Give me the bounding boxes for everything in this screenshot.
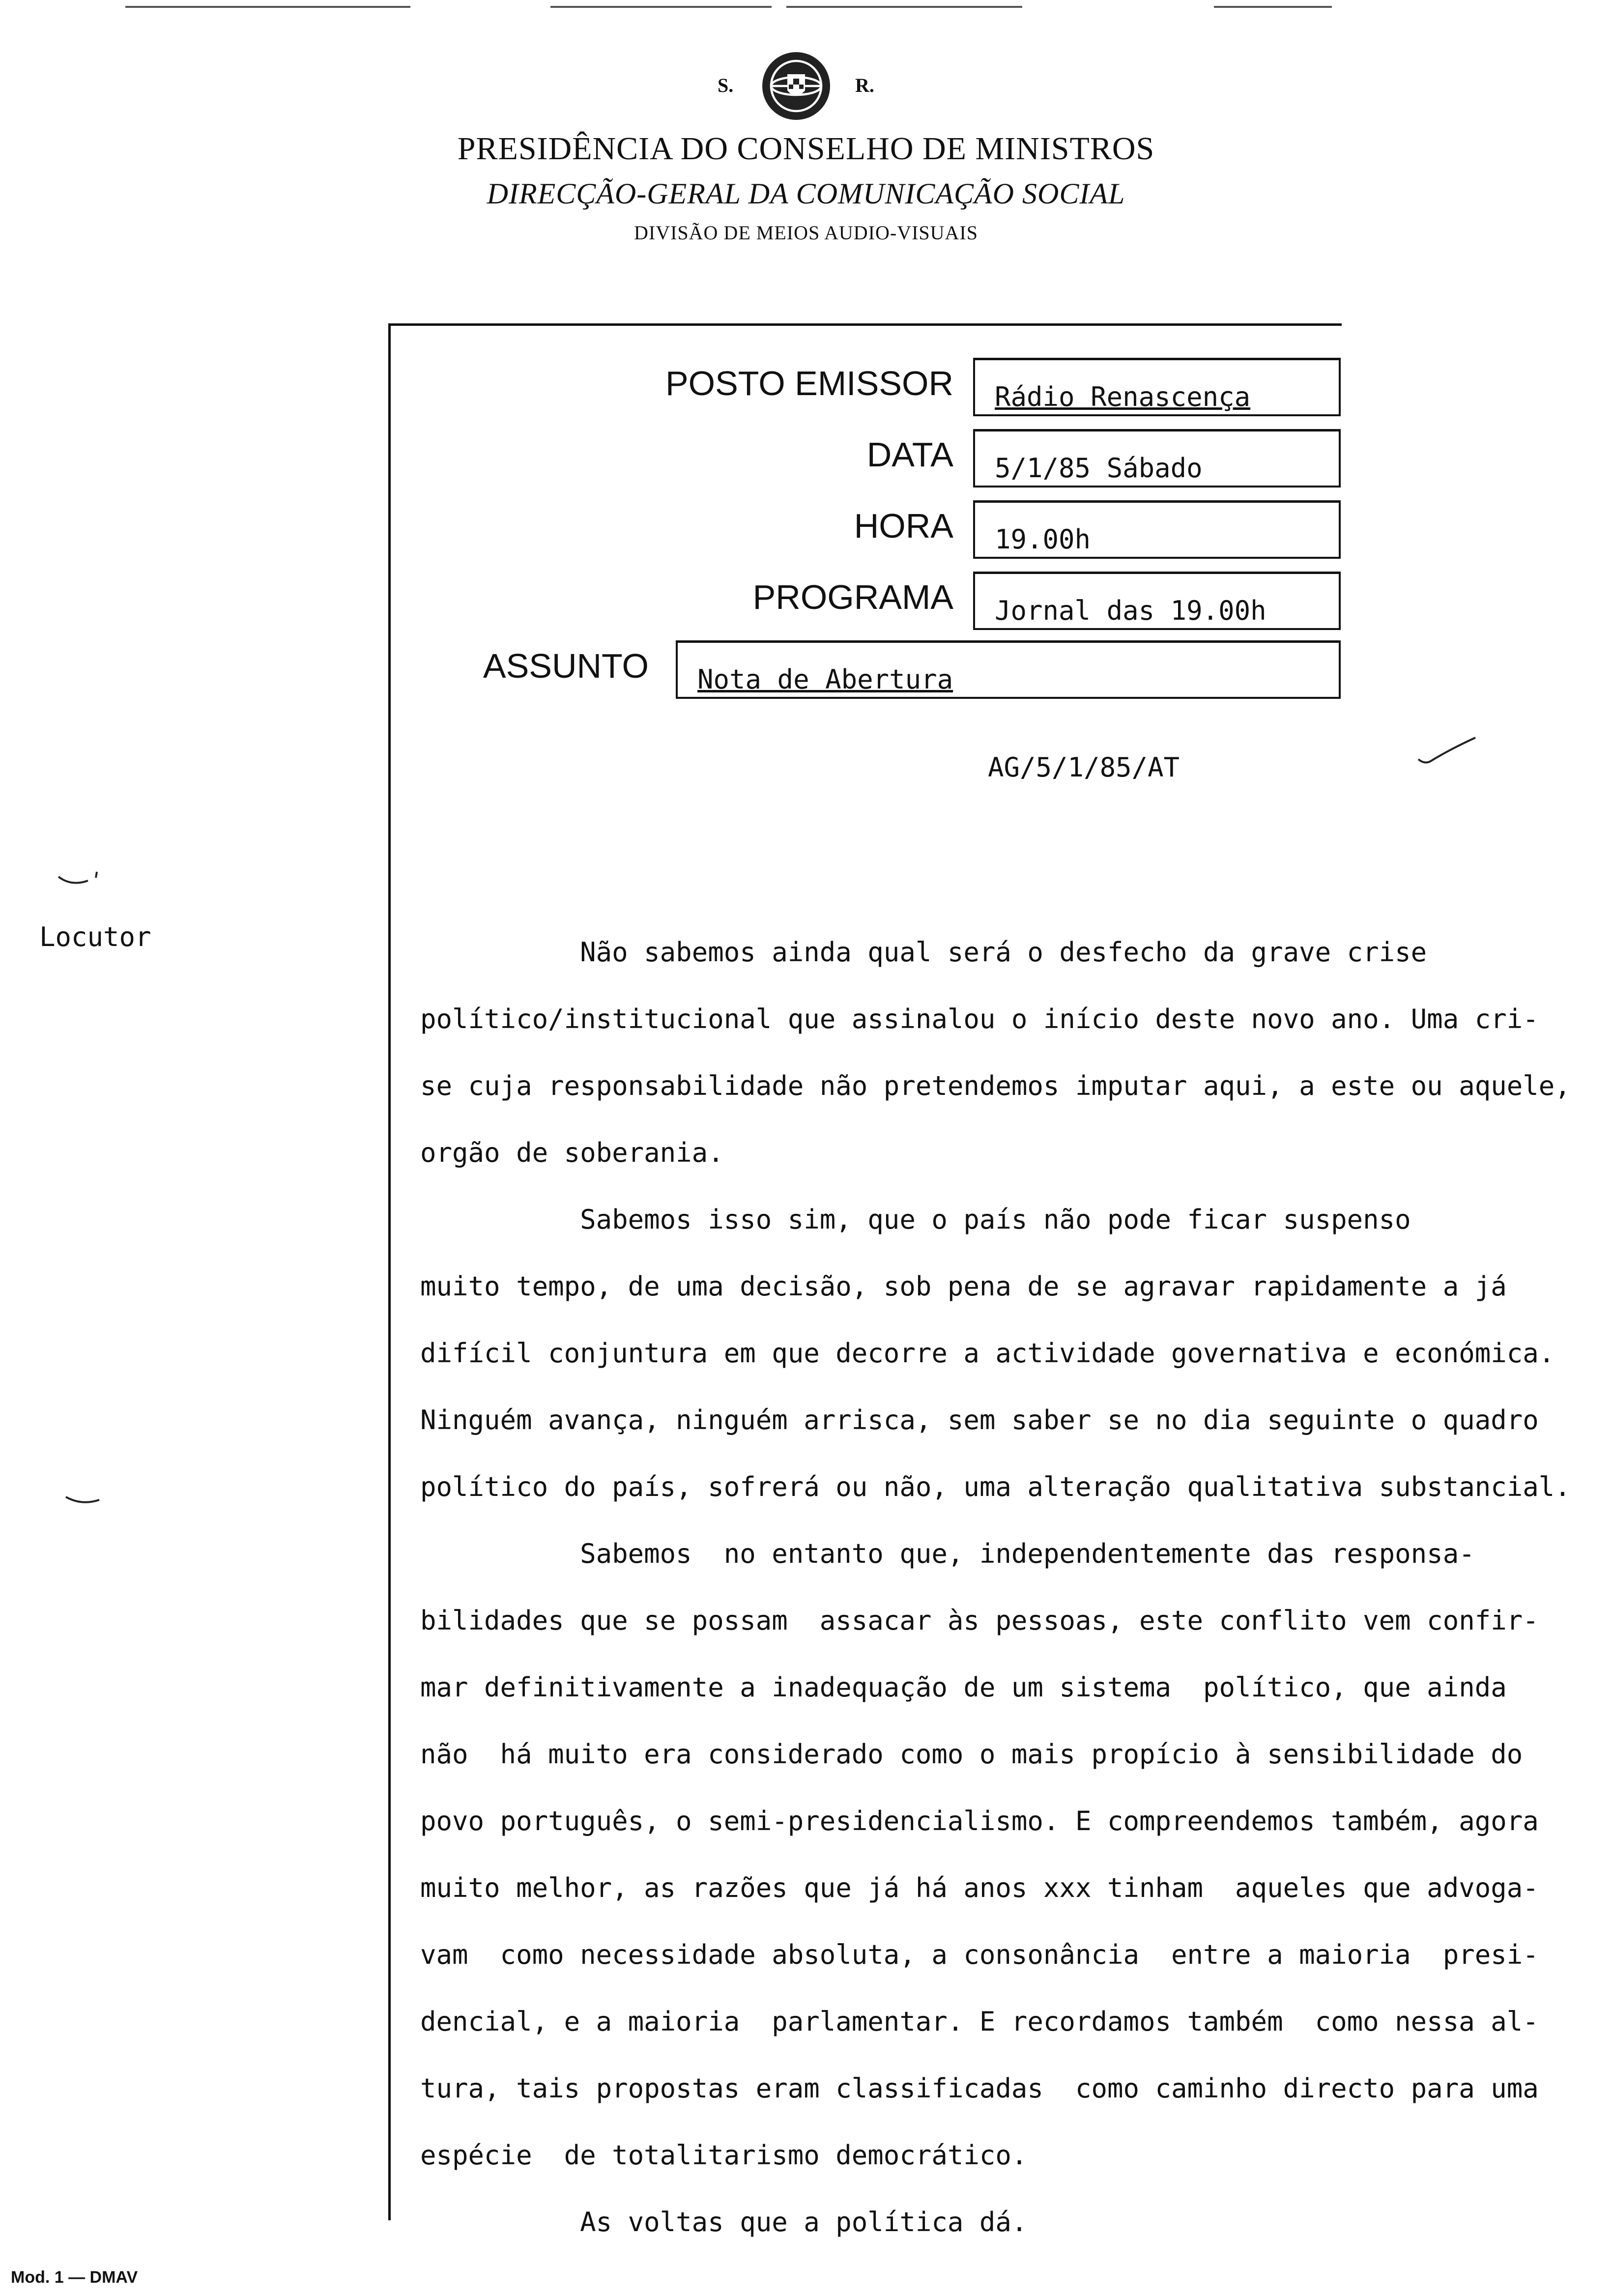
coat-of-arms-icon [759,49,833,123]
body-line: político/institucional que assinalou o início deste novo ano. Uma cri- [420,1004,1539,1034]
body-line: orgão de soberania. [420,1137,724,1168]
hora-value: 19.00h [995,524,1091,555]
checkmark-icon [1415,735,1479,769]
form-frame-left [388,323,391,2220]
hora-field [973,500,1341,559]
data-label: DATA [866,435,953,474]
data-value: 5/1/85 Sábado [995,453,1203,484]
body-line: Não sabemos ainda qual será o desfecho da grave crise [420,937,1427,968]
scan-edge-line [786,6,1022,8]
hora-label: HORA [854,507,953,545]
scan-edge-line [1214,6,1332,8]
body-line: bilidades que se possam assacar às pessoas, este conflito vem confir- [420,1605,1539,1636]
scan-edge-line [550,6,772,8]
programa-label: PROGRAMA [752,578,953,616]
body-line: muito melhor, as razões que já há anos xxx tinham aqueles que advoga- [420,1872,1539,1903]
data-field [973,429,1341,488]
division-title: DIVISÃO DE MEIOS AUDIO-VISUAIS [634,222,978,244]
programa-field [973,572,1341,630]
margin-tick-icon [57,870,101,890]
body-line: tura, tais propostas eram classificadas como caminho directo para uma [420,2073,1539,2104]
posto-emissor-value: Rádio Renascença [995,381,1251,412]
body-line: Sabemos no entanto que, independentemente das responsa- [420,1538,1475,1569]
body-line: Ninguém avança, ninguém arrisca, sem saber se no dia seguinte o quadro [420,1405,1539,1435]
body-line: muito tempo, de uma decisão, sob pena de se agravar rapidamente a já [420,1271,1507,1302]
posto-emissor-label: POSTO EMISSOR [665,364,953,402]
reference-code: AG/5/1/85/AT [988,752,1180,783]
body-line: povo português, o semi-presidencialismo. E compreendemos também, agora [420,1806,1539,1837]
assunto-value: Nota de Abertura [697,664,953,695]
body-line: não há muito era considerado como o mais propício à sensibilidade do [420,1739,1523,1770]
body-line: difícil conjuntura em que decorre a actividade governativa e económica. [420,1338,1555,1369]
transcript-body [420,919,1612,2256]
assunto-field [676,640,1341,699]
scan-edge-line [125,6,410,8]
ministry-title: PRESIDÊNCIA DO CONSELHO DE MINISTROS [457,131,1155,167]
form-model-code: Mod. 1 — DMAV [11,2268,138,2287]
seal-letter-s: S. [718,74,734,96]
body-line: mar definitivamente a inadequação de um sistema político, que ainda [420,1672,1507,1703]
margin-tick-icon [64,1494,103,1509]
body-line: espécie de totalitarismo democrático. [420,2140,1028,2171]
seal-letter-r: R. [855,74,874,96]
form-frame-top [388,323,1342,326]
body-line: dencial, e a maioria parlamentar. E recordamos também como nessa al- [420,2006,1539,2037]
programa-value: Jornal das 19.00h [995,595,1267,626]
directorate-title: DIRECÇÃO-GERAL DA COMUNICAÇÃO SOCIAL [487,177,1125,210]
body-line: político do país, sofrerá ou não, uma alteração qualitativa substancial. [420,1471,1571,1502]
posto-emissor-field [973,358,1341,416]
speaker-label: Locutor [39,921,151,952]
assunto-label: ASSUNTO [483,647,649,685]
body-line: vam como necessidade absoluta, a consonância entre a maioria presi- [420,1939,1539,1970]
seal-row [0,49,1612,123]
body-line: As voltas que a política dá. [420,2207,1028,2238]
body-line: se cuja responsabilidade não pretendemos imputar aqui, a este ou aquele, [420,1070,1571,1101]
body-line: Sabemos isso sim, que o país não pode ficar suspenso [420,1204,1411,1235]
